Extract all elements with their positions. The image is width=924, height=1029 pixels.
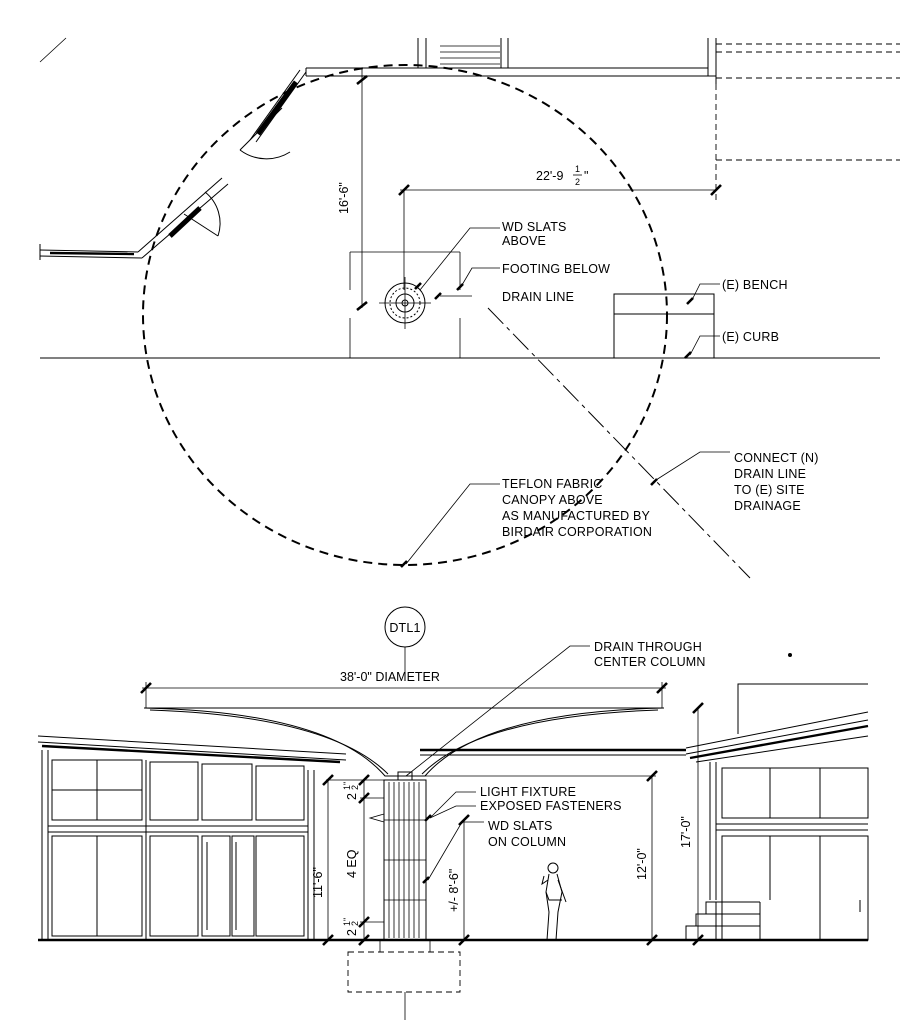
dim-diameter: 38'-0" DIAMETER xyxy=(340,670,440,684)
dim-slats-height: +/- 8'-6" xyxy=(447,868,461,912)
building-walls-plan xyxy=(40,38,900,260)
label-drain-line: DRAIN LINE xyxy=(502,290,575,304)
dimension-diameter xyxy=(141,670,667,708)
label-exposed-fasteners: EXPOSED FASTENERS xyxy=(480,799,622,813)
svg-text:1": 1" xyxy=(342,781,352,790)
label-wd-slats-column-2: ON COLUMN xyxy=(488,835,567,849)
right-building-elevation xyxy=(686,684,868,940)
dim-top-spacing: 2 xyxy=(345,793,359,800)
svg-text:2: 2 xyxy=(350,784,360,790)
corner-mark xyxy=(40,38,66,62)
dim-column-height: 11'-6" xyxy=(311,867,325,898)
svg-text:2: 2 xyxy=(575,177,581,187)
dimension-16-6 xyxy=(337,68,367,310)
dim-canopy-high: 17'-0" xyxy=(679,816,693,848)
left-building-elevation xyxy=(38,736,346,940)
column-dimensions-left xyxy=(311,775,384,945)
label-light-fixture: LIGHT FIXTURE xyxy=(480,785,577,799)
label-wd-slats-above-2: ABOVE xyxy=(502,234,547,248)
label-footing-below: FOOTING BELOW xyxy=(502,262,611,276)
label-connect-drain-3: TO (E) SITE xyxy=(734,483,805,497)
label-teflon-canopy-2: CANOPY ABOVE xyxy=(502,493,603,507)
label-teflon-canopy-4: BIRDAIR CORPORATION xyxy=(502,525,653,539)
dim-offset-horizontal: 22'-9 xyxy=(536,169,564,183)
footing-elevation xyxy=(348,940,460,1020)
detail-tag-label: DTL1 xyxy=(389,621,421,635)
column-dimensions-right xyxy=(420,703,703,945)
label-connect-drain-2: DRAIN LINE xyxy=(734,467,807,481)
dim-four-eq: 4 EQ xyxy=(345,849,359,878)
label-existing-bench: (E) BENCH xyxy=(722,278,788,292)
label-drain-through: DRAIN THROUGH xyxy=(594,640,702,654)
label-existing-curb: (E) CURB xyxy=(722,330,780,344)
plan-view xyxy=(40,38,900,578)
person-figure xyxy=(542,863,566,940)
label-wd-slats-column: WD SLATS xyxy=(488,819,553,833)
dim-offset-vertical: 16'-6" xyxy=(337,182,351,214)
label-teflon-canopy-3: AS MANUFACTURED BY xyxy=(502,509,651,523)
label-wd-slats-above: WD SLATS xyxy=(502,220,567,234)
column-elevation xyxy=(370,780,426,940)
dim-bottom-spacing: 2 xyxy=(345,929,359,936)
dot-mark xyxy=(788,653,792,657)
dim-canopy-low: 12'-0" xyxy=(635,848,649,880)
label-teflon-canopy: TEFLON FABRIC xyxy=(502,477,603,491)
svg-text:1": 1" xyxy=(342,917,352,926)
elevation-view xyxy=(38,607,868,1020)
label-connect-drain-4: DRAINAGE xyxy=(734,499,801,513)
label-drain-through-2: CENTER COLUMN xyxy=(594,655,706,669)
canopy-elevation xyxy=(144,708,664,780)
svg-text:2: 2 xyxy=(350,920,360,926)
svg-text:1: 1 xyxy=(575,164,581,174)
svg-text:": " xyxy=(584,169,589,183)
detail-tag xyxy=(385,607,425,672)
label-connect-drain: CONNECT (N) xyxy=(734,451,819,465)
column-plan-symbol xyxy=(379,277,431,329)
